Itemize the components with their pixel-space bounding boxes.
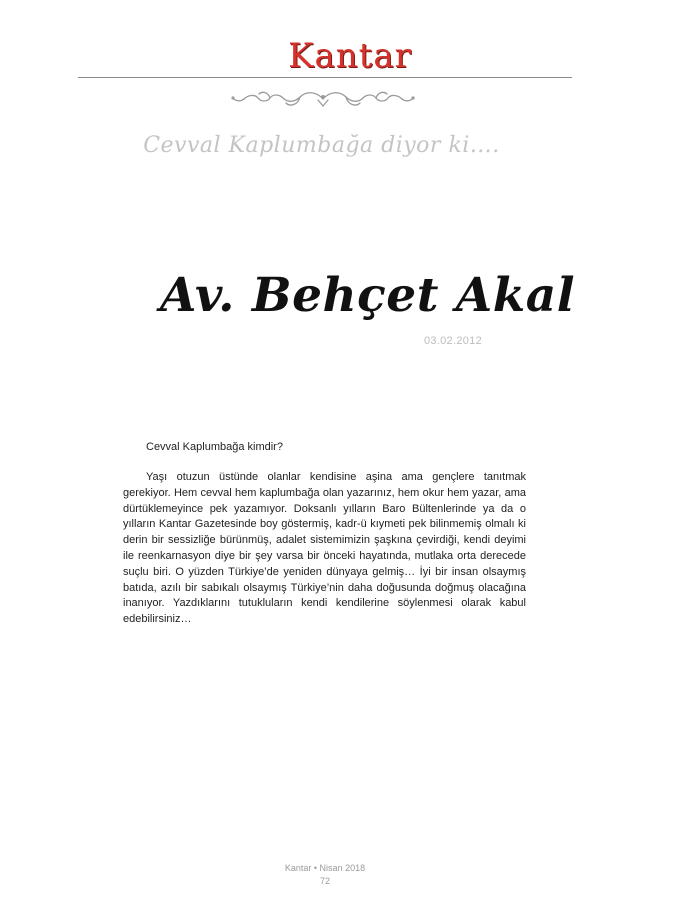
column-subtitle: Cevval Kaplumbağa diyor ki…. xyxy=(143,133,500,158)
masthead-title: Kantar xyxy=(288,36,412,76)
footer-publication: Kantar • Nisan 2018 xyxy=(284,863,366,873)
article-date: 03.02.2012 xyxy=(423,335,482,347)
page-footer xyxy=(0,862,650,888)
flourish-ornament-icon xyxy=(228,85,418,113)
footer-page-number: 72 xyxy=(319,876,330,886)
author-name: Av. Behçet Akal xyxy=(160,268,576,323)
header-divider xyxy=(78,77,572,78)
article-lead-question: Cevval Kaplumbağa kimdir? xyxy=(146,441,283,453)
article-body: Yaşı otuzun üstünde olanlar kendisine aşina ama gençlere tanıtmak gerekiyor. Hem cevval hem kaplumbağa olan yazarınız, hem okur hem yazar, ama dürtüklemeyince pek yazamıyor. Doksanlı yılların Baro Bültenlerinde ya da o yılların Kantar Gazetesinde boy göstermiş, kadr-ü kıymeti pek bilinmemiş olmalı ki derin bir sessizliğe bürünmüş, adalet sistemimizin şaşkına çevirdiği, kendi deyimi ile reenkarnasyon diye bir şey varsa bir önceki hayatında, mutlaka orta derecede suçlu biri. O yüzden Türkiye’de yeniden dünyaya gelmiş… İyi bir insan olsaymış batıda, azılı bir sabıkalı olsaymış Türkiye’nin daha doğusunda doğmuş olacağına inanıyor. Yazdıklarını tutukluların kendi kendilerine söylenmesi olarak kabul edebilirsiniz… xyxy=(123,471,526,626)
